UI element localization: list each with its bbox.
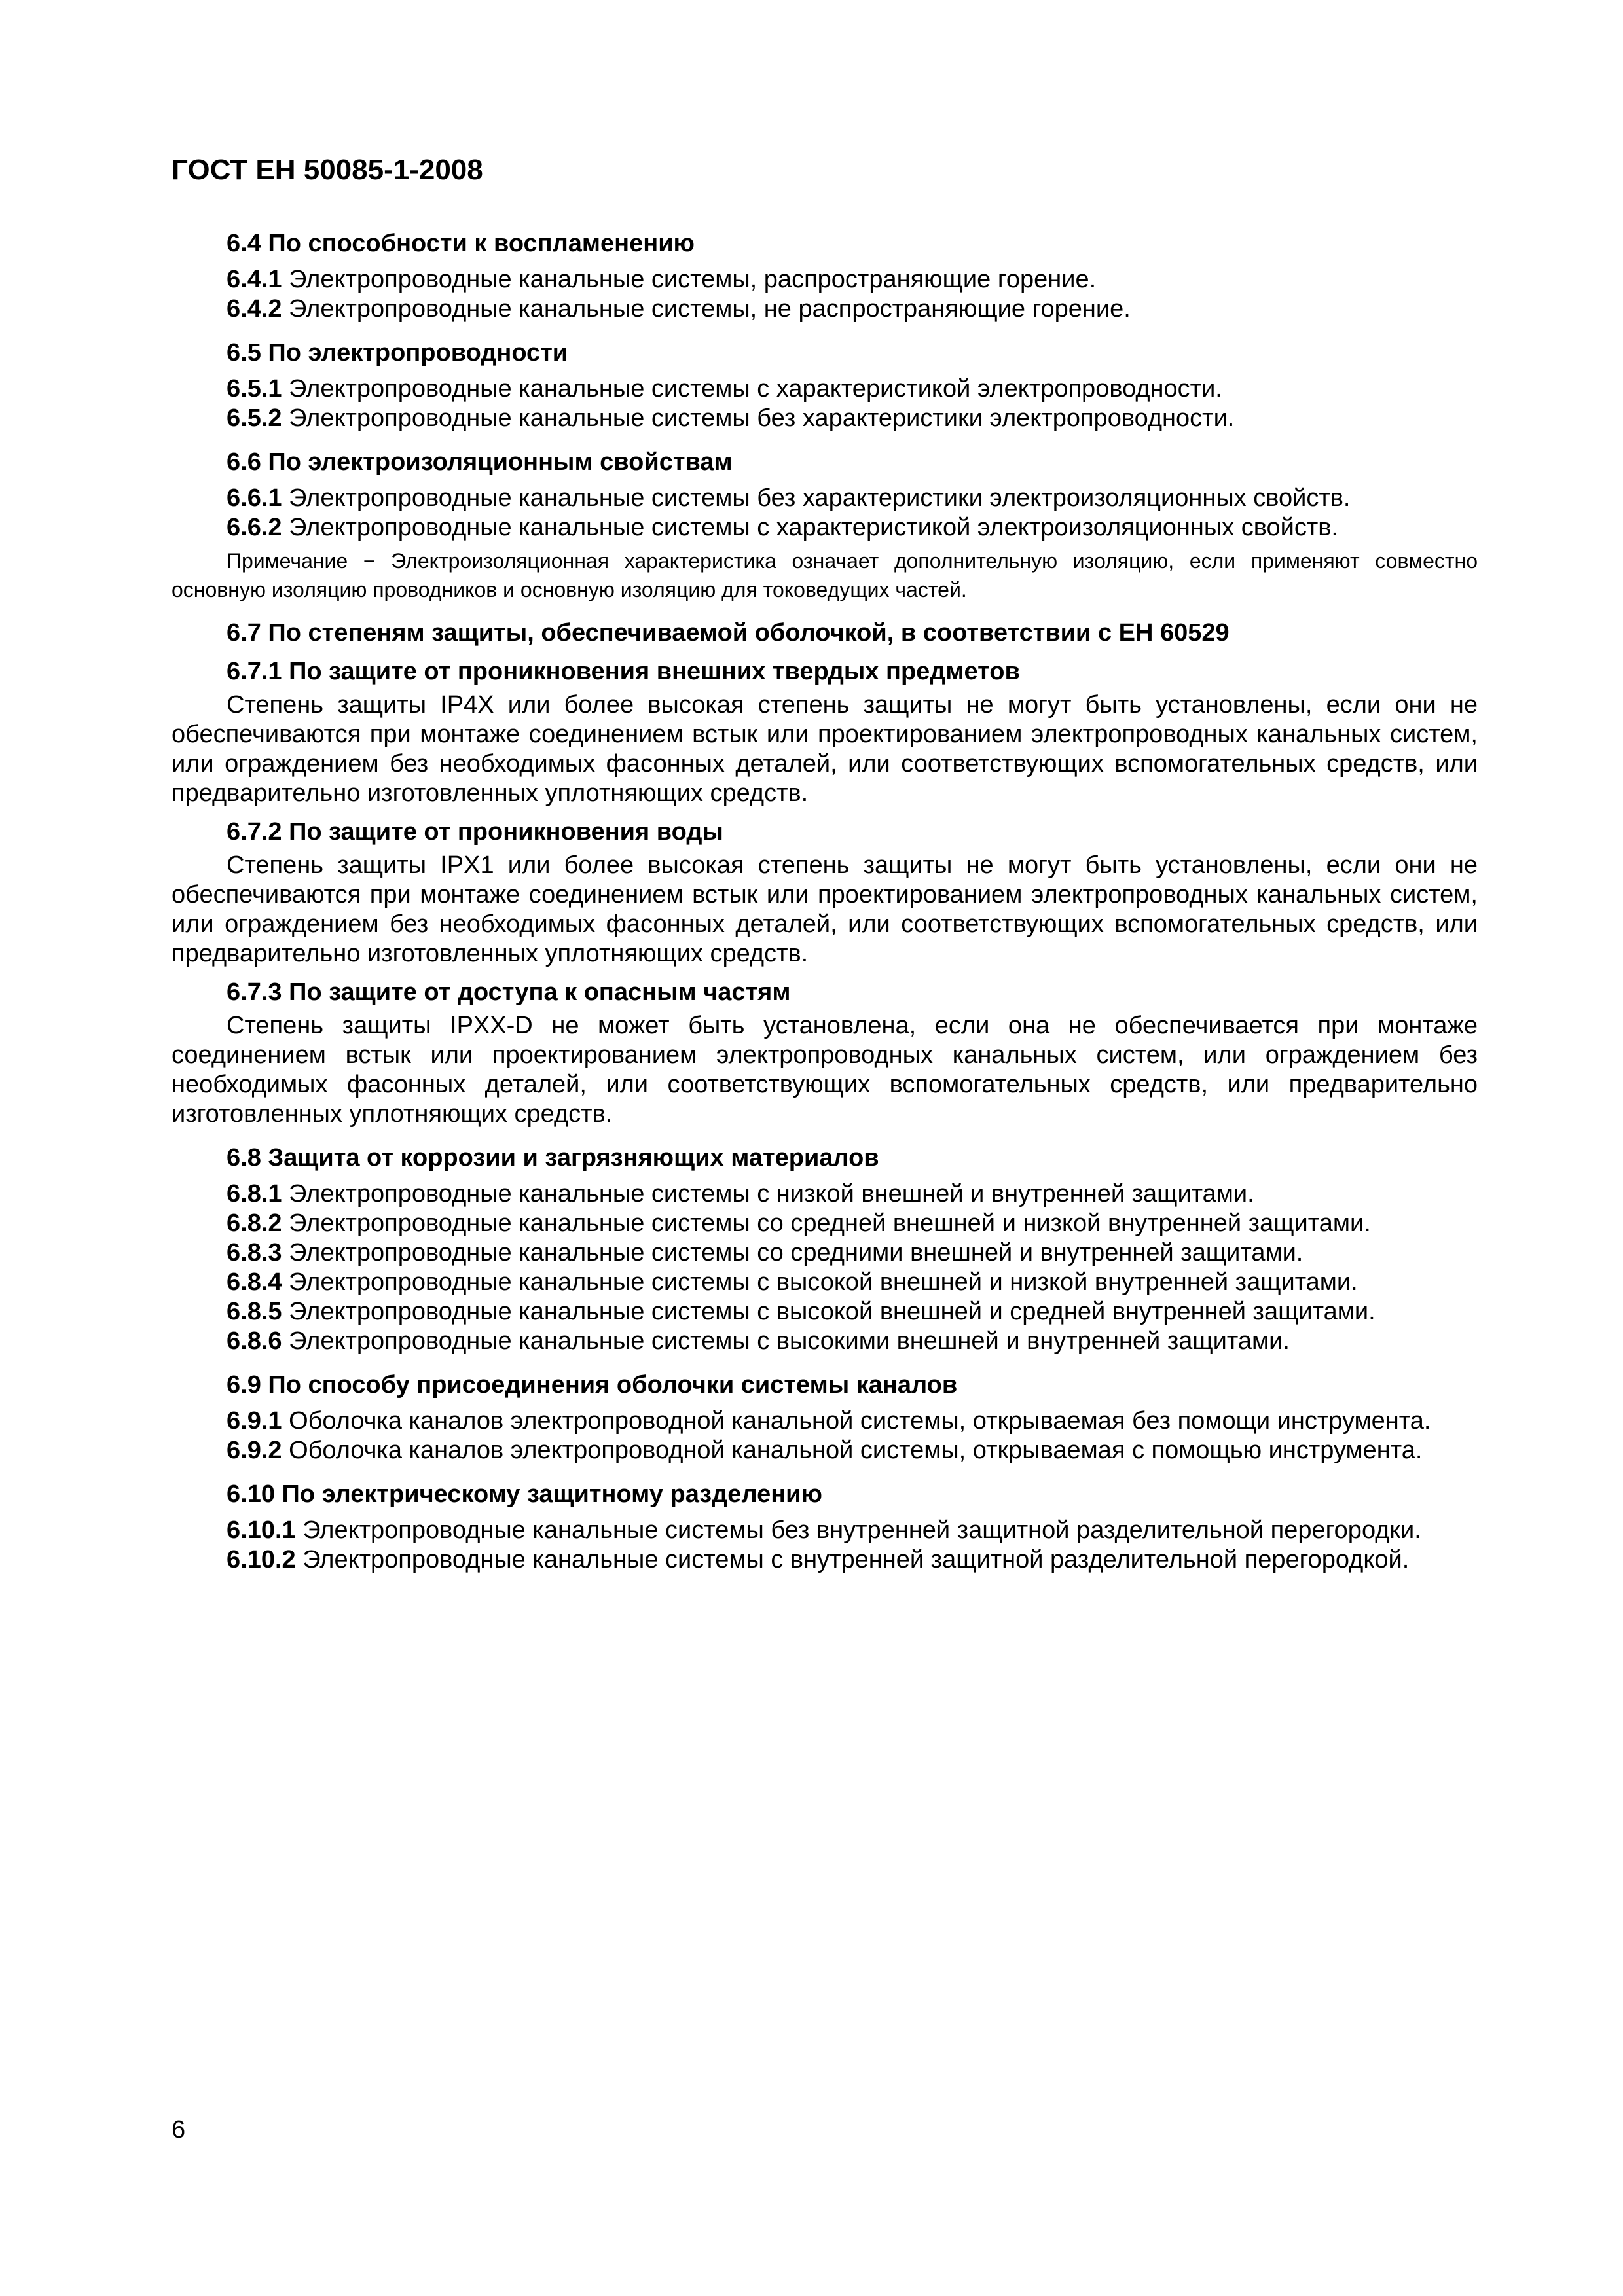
clause-6-8-3 — [172, 1238, 1478, 1268]
clause-6-8-1 — [172, 1179, 1478, 1209]
clause-6-9-2 — [172, 1436, 1478, 1465]
section-heading-6-7: 6.7 По степеням защиты, обеспечиваемой оболочкой, в соответствии с ЕН 60529 — [227, 619, 1230, 647]
paragraph-6-7-2: Степень защиты IPX1 или более высокая степень защиты не могут быть установлены, если они не обеспечиваются при монтаже соединением встык или проектированием электропроводных канальных систем, или ограждением без необходимых фасонных деталей, или соответствующих вспомогательных средств, или предварительно изготовленных уплотняющих средств. — [172, 852, 1478, 967]
clause-text: Электропроводные канальные системы со средней внешней и низкой внутренней защитами. — [282, 1210, 1371, 1237]
section-heading-6-5: 6.5 По электропроводности — [227, 339, 568, 367]
clause-number: 6.8.1 — [227, 1180, 282, 1208]
clause-6-6-1 — [172, 484, 1478, 513]
clause-number: 6.10.1 — [227, 1516, 296, 1544]
clause-text: Электропроводные канальные системы, распространяющие горение. — [282, 266, 1097, 293]
document-code-header: ГОСТ ЕН 50085-1-2008 — [172, 154, 483, 186]
clause-6-4-1 — [172, 265, 1478, 295]
clause-number: 6.5.2 — [227, 404, 282, 432]
clause-number: 6.8.4 — [227, 1268, 282, 1296]
clause-text: Электропроводные канальные системы с характеристикой электроизоляционных свойств. — [282, 514, 1338, 541]
clause-text: Электропроводные канальные системы с высокой внешней и низкой внутренней защитами. — [282, 1268, 1358, 1296]
clause-6-8-2 — [172, 1209, 1478, 1238]
clause-text: Оболочка каналов электропроводной канальной системы, открываемая с помощью инструмента. — [282, 1437, 1423, 1464]
page-number: 6 — [172, 2116, 186, 2144]
clause-text: Электропроводные канальные системы без характеристики электропроводности. — [282, 404, 1235, 432]
clause-text: Электропроводные канальные системы без характеристики электроизоляционных свойств. — [282, 484, 1351, 512]
clause-6-10-2 — [172, 1545, 1478, 1575]
paragraph-6-7-1: Степень защиты IP4X или более высокая степень защиты не могут быть установлены, если они не обеспечиваются при монтаже соединением встык или проектированием электропроводных канальных систем, или ограждением без необходимых фасонных деталей, или соответствующих вспомогательных средств, или предварительно изготовленных уплотняющих средств. — [172, 691, 1478, 807]
paragraph-6-7-3: Степень защиты IPXX-D не может быть установлена, если она не обеспечивается при монтаже соединением встык или проектированием электропроводных канальных систем, или ограждением без необходимых фасонных деталей, или соответствующих вспомогательных средств, или предварительно изготовленных уплотняющих средств. — [172, 1012, 1478, 1128]
clause-6-9-1 — [172, 1407, 1478, 1436]
clause-text: Электропроводные канальные системы с внутренней защитной разделительной перегородкой. — [295, 1546, 1410, 1573]
section-heading-6-10: 6.10 По электрическому защитному разделению — [227, 1480, 822, 1508]
clause-6-4-2 — [172, 295, 1478, 324]
clause-6-8-5 — [172, 1297, 1478, 1327]
clause-number: 6.8.5 — [227, 1298, 282, 1325]
clause-number: 6.10.2 — [227, 1546, 296, 1573]
clause-text: Электропроводные канальные системы со средними внешней и внутренней защитами. — [282, 1239, 1304, 1266]
clause-6-6-2 — [172, 513, 1478, 543]
clause-number: 6.9.1 — [227, 1407, 282, 1435]
clause-text: Электропроводные канальные системы с высокой внешней и средней внутренней защитами. — [282, 1298, 1376, 1325]
clause-number: 6.8.3 — [227, 1239, 282, 1266]
subsection-heading-6-7-3: 6.7.3 По защите от доступа к опасным частям — [227, 978, 791, 1006]
clause-6-8-4 — [172, 1268, 1478, 1297]
section-heading-6-4: 6.4 По способности к воспламенению — [227, 230, 695, 257]
clause-6-8-6 — [172, 1327, 1478, 1356]
subsection-heading-6-7-2: 6.7.2 По защите от проникновения воды — [227, 818, 723, 846]
clause-text: Электропроводные канальные системы с низкой внешней и внутренней защитами. — [282, 1180, 1254, 1208]
section-heading-6-6: 6.6 По электроизоляционным свойствам — [227, 448, 733, 476]
clause-number: 6.4.1 — [227, 266, 282, 293]
clause-number: 6.6.1 — [227, 484, 282, 512]
clause-number: 6.6.2 — [227, 514, 282, 541]
section-heading-6-9: 6.9 По способу присоединения оболочки системы каналов — [227, 1371, 958, 1399]
clause-number: 6.9.2 — [227, 1437, 282, 1464]
clause-text: Оболочка каналов электропроводной канальной системы, открываемая без помощи инструмента. — [282, 1407, 1431, 1435]
clause-text: Электропроводные канальные системы без внутренней защитной разделительной перегородки. — [295, 1516, 1421, 1544]
clause-text: Электропроводные канальные системы с характеристикой электропроводности. — [282, 375, 1222, 403]
clause-number: 6.5.1 — [227, 375, 282, 403]
page-content — [172, 229, 1478, 1575]
note-electrical-insulation: Примечание − Электроизоляционная характеристика означает дополнительную изоляцию, если применяют совместно основную изоляцию проводников и основную изоляцию для токоведущих частей. — [172, 549, 1478, 601]
clause-6-10-1 — [172, 1516, 1478, 1545]
subsection-heading-6-7-1: 6.7.1 По защите от проникновения внешних твердых предметов — [227, 658, 1020, 685]
clause-number: 6.8.6 — [227, 1327, 282, 1355]
clause-text: Электропроводные канальные системы с высокими внешней и внутренней защитами. — [282, 1327, 1290, 1355]
clause-number: 6.4.2 — [227, 295, 282, 323]
clause-text: Электропроводные канальные системы, не распространяющие горение. — [282, 295, 1131, 323]
section-heading-6-8: 6.8 Защита от коррозии и загрязняющих материалов — [227, 1144, 879, 1172]
clause-6-5-1 — [172, 374, 1478, 404]
clause-number: 6.8.2 — [227, 1210, 282, 1237]
clause-6-5-2 — [172, 404, 1478, 433]
